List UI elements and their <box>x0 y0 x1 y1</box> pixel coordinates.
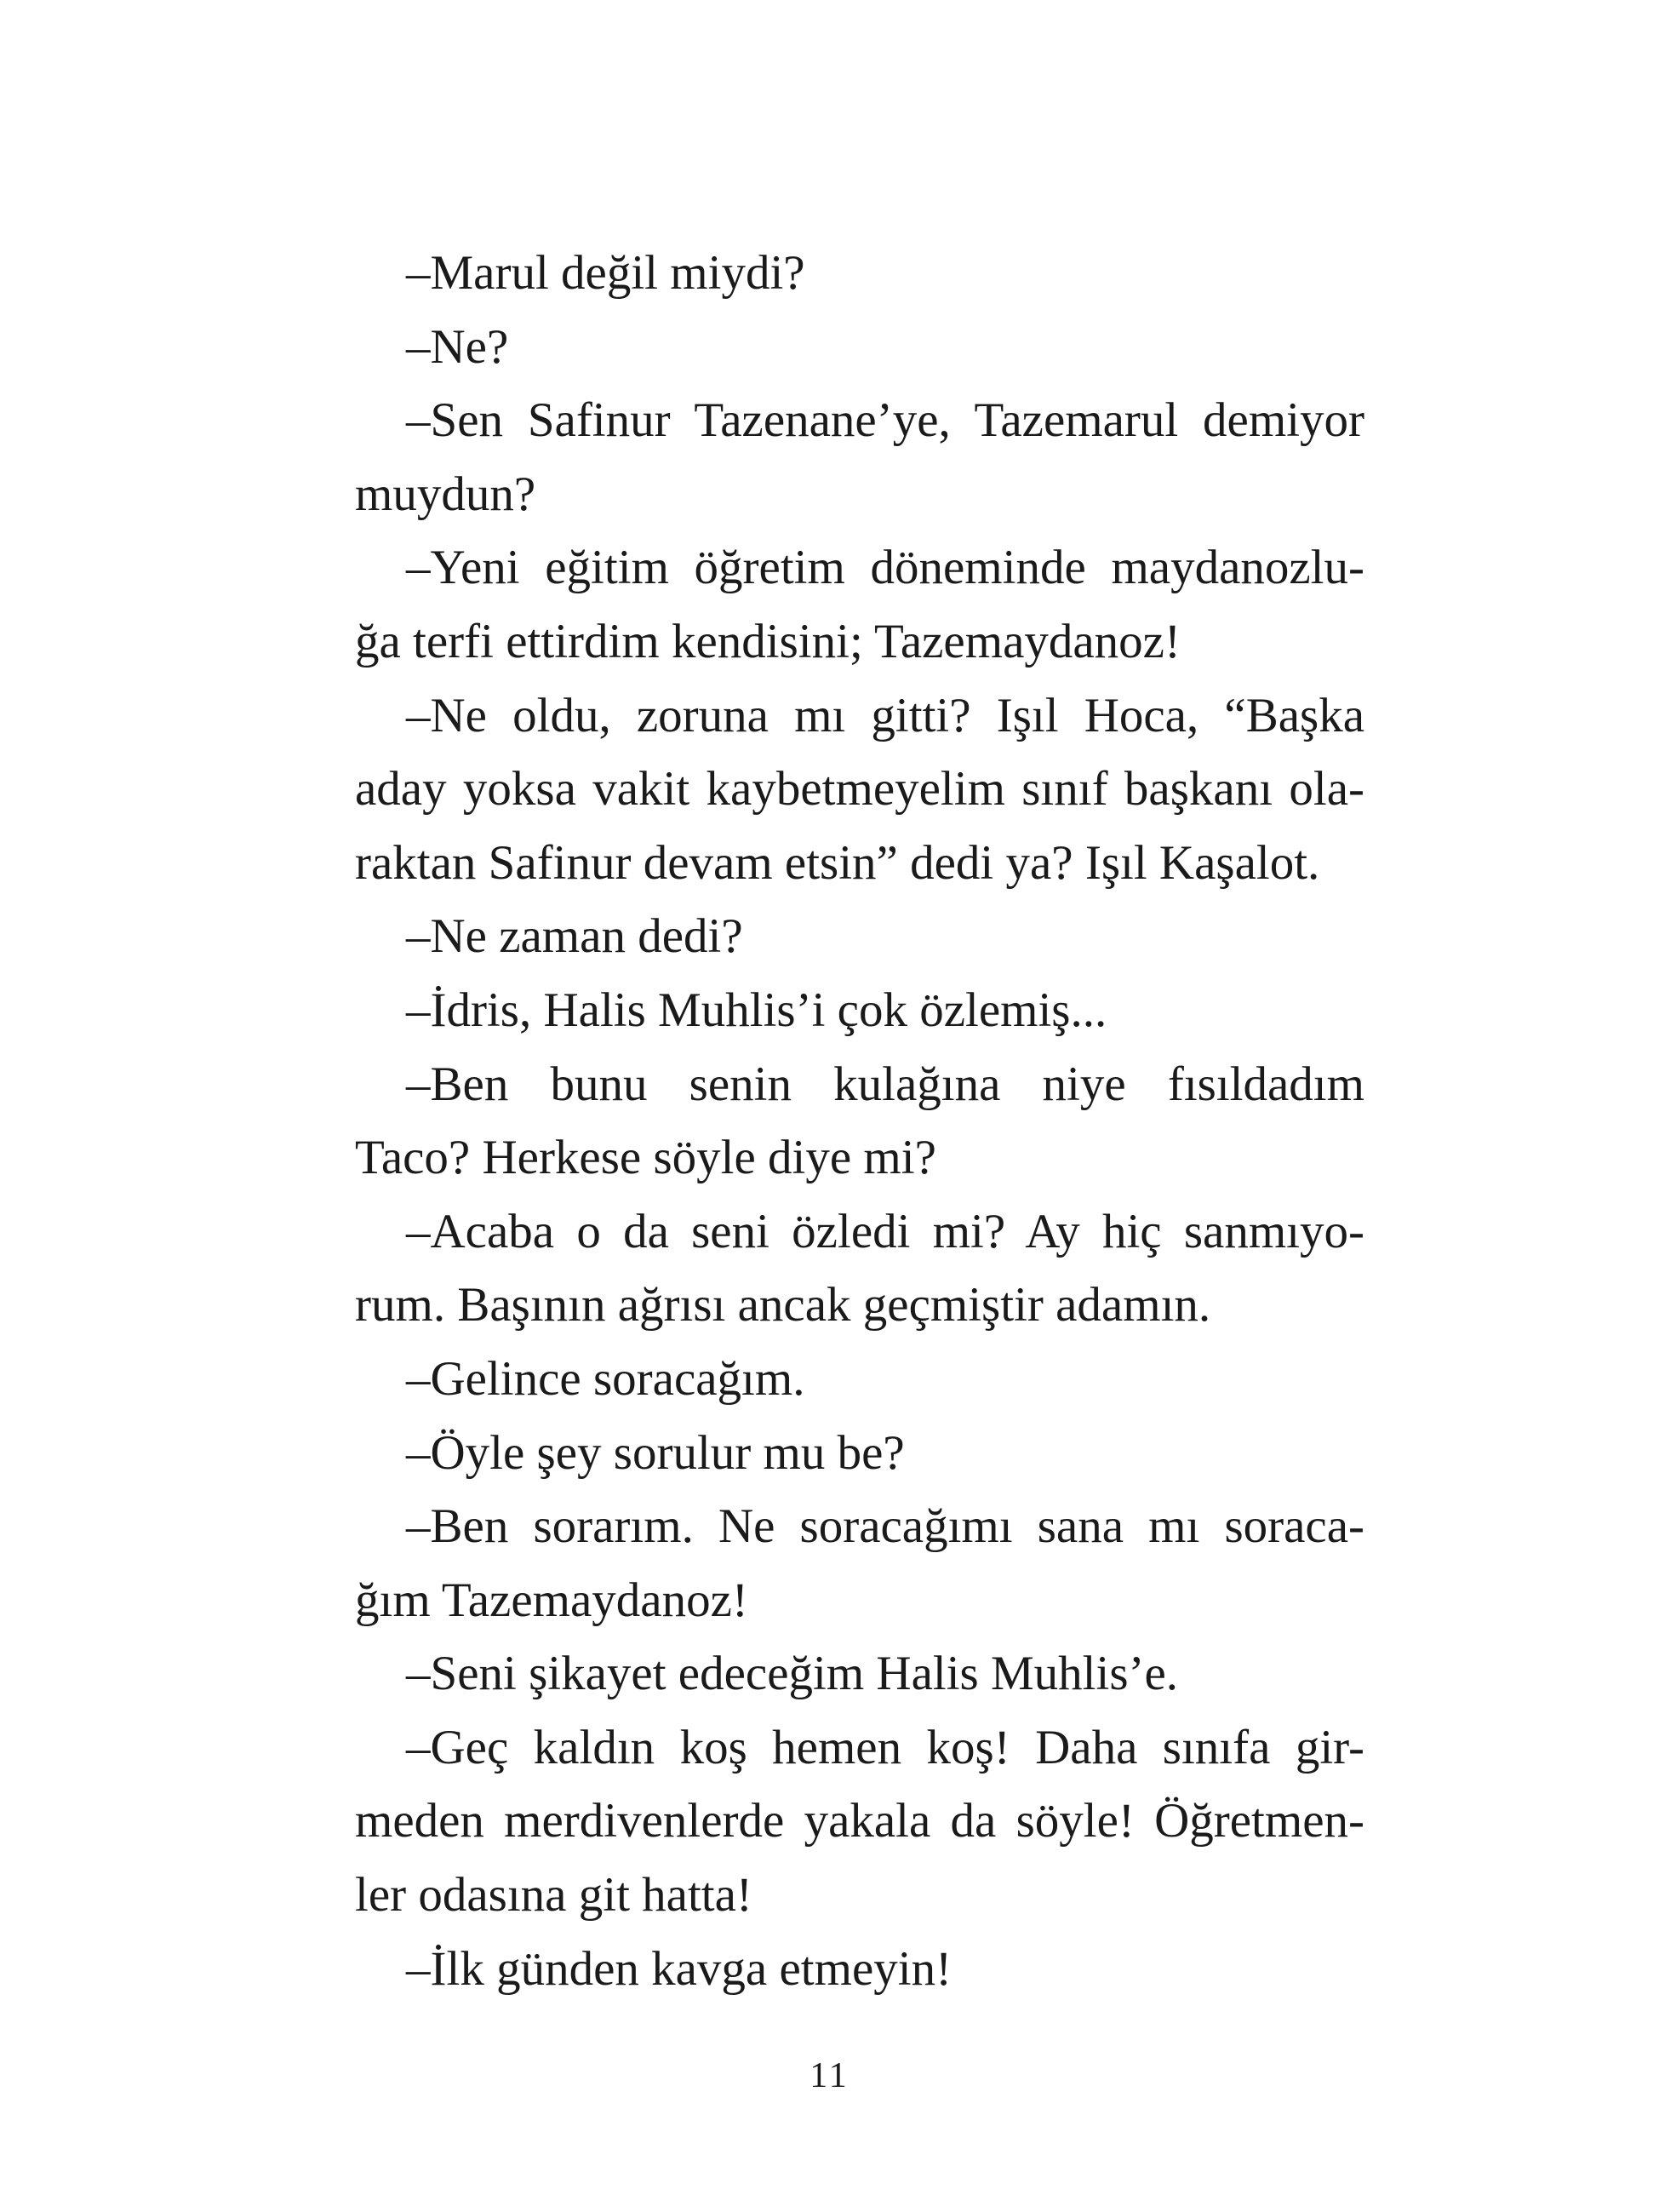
body-text <box>355 237 1364 2006</box>
text-line: ğım Tazemaydanoz! <box>355 1573 748 1627</box>
text-line: –Gelince soracağım. <box>406 1351 805 1406</box>
text-line: Taco? Herkese söyle diye mi? <box>355 1131 936 1185</box>
text-line: aday yoksa vakit kaybetmeyelim sınıf başkanı ola- <box>355 762 1364 817</box>
text-line: meden merdivenlerde yakala da söyle! Öğretmen- <box>355 1794 1364 1848</box>
text-line: –Seni şikayet edeceğim Halis Muhlis’e. <box>406 1647 1179 1701</box>
text-line: –Acaba o da seni özledi mi? Ay hiç sanmıyo- <box>406 1204 1364 1258</box>
text-line: –Geç kaldın koş hemen koş! Daha sınıfa gir- <box>406 1720 1364 1774</box>
text-line: –Ne? <box>406 319 509 374</box>
text-line: –Marul değil miydi? <box>406 246 805 300</box>
text-line: ğa terfi ettirdim kendisini; Tazemaydanoz! <box>355 614 1181 668</box>
text-line: rum. Başının ağrısı ancak geçmiştir adamın. <box>355 1278 1211 1332</box>
text-line: –Ben sorarım. Ne soracağımı sana mı soraca- <box>406 1499 1364 1554</box>
text-line: –Sen Safinur Tazenane’ye, Tazemarul demiyor <box>406 393 1364 448</box>
text-line: –İdris, Halis Muhlis’i çok özlemiş... <box>406 983 1107 1037</box>
page-number: 11 <box>809 2056 850 2095</box>
text-line: –İlk günden kavga etmeyin! <box>406 1941 952 1996</box>
text-line: raktan Safinur devam etsin” dedi ya? Işıl Kaşalot. <box>355 835 1320 890</box>
text-line: –Ne zaman dedi? <box>406 909 743 964</box>
text-line: –Yeni eğitim öğretim döneminde maydanozlu- <box>406 541 1364 595</box>
text-line: –Ne oldu, zoruna mı gitti? Işıl Hoca, “Başka <box>406 688 1364 742</box>
text-line: ler odasına git hatta! <box>355 1868 752 1923</box>
text-line: –Öyle şey sorulur mu be? <box>406 1425 905 1480</box>
text-line: –Ben bunu senin kulağına niye fısıldadım <box>406 1057 1364 1111</box>
text-line: muydun? <box>355 467 536 521</box>
